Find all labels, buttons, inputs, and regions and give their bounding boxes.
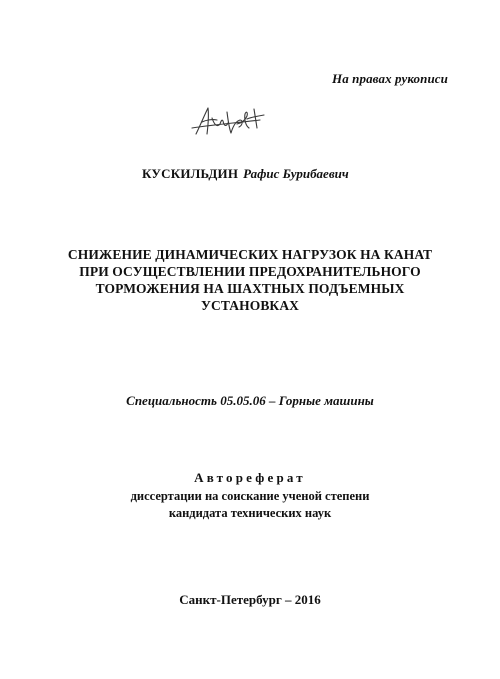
place-and-year: Санкт-Петербург – 2016 — [179, 592, 321, 607]
abstract-line: кандидата технических наук — [168, 506, 332, 520]
title-line: ТОРМОЖЕНИЯ НА ШАХТНЫХ ПОДЪЕМНЫХ — [95, 281, 405, 296]
dissertation-title — [30, 246, 470, 314]
title-line: СНИЖЕНИЕ ДИНАМИЧЕСКИХ НАГРУЗОК НА КАНАТ — [67, 247, 433, 262]
author-name — [142, 166, 349, 182]
title-line: ПРИ ОСУЩЕСТВЛЕНИИ ПРЕДОХРАНИТЕЛЬНОГО — [79, 264, 421, 279]
handwritten-signature — [190, 104, 270, 140]
specialty-line: Специальность 05.05.06 – Горные машины — [126, 393, 374, 408]
abstract-heading: Автореферат — [194, 470, 306, 485]
author-surname: КУСКИЛЬДИН — [142, 166, 239, 181]
abstract-description — [0, 488, 500, 522]
author-given-names: Рафис Бурибаевич — [243, 166, 349, 181]
abstract-line: диссертации на соискание ученой степени — [130, 489, 370, 503]
manuscript-rights-note: На правах рукописи — [331, 71, 448, 86]
title-line: УСТАНОВКАХ — [200, 298, 300, 313]
